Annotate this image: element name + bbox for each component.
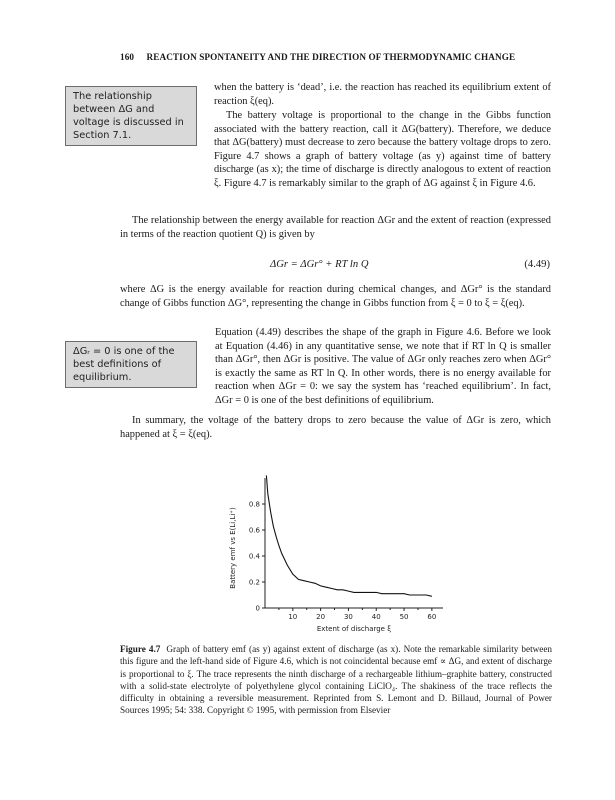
- paragraph-2-wrap: [120, 109, 551, 190]
- paragraph-6: In summary, the voltage of the battery drops to zero because the value of ΔGr is zero, which happened at ξ = ξ(eq).: [120, 415, 551, 440]
- paragraph-6-wrap: [120, 414, 551, 441]
- equation-body: ΔGr = ΔGr° + RT ln Q: [270, 259, 369, 270]
- x-tick-label: 50: [399, 613, 409, 621]
- margin-note-equilibrium: ΔGᵣ = 0 is one of the best definitions of equilibrium.: [65, 341, 197, 388]
- x-axis-label: Extent of discharge ξ: [316, 625, 392, 633]
- x-tick-group: [279, 608, 436, 621]
- y-tick-group: [249, 501, 265, 613]
- y-tick-label: 0: [255, 604, 260, 613]
- paragraph-2: The battery voltage is proportional to the change in the Gibbs function associated with the battery reaction, call it ΔG(battery). Therefore, we deduce that ΔG(battery) must decrease to zero because the battery voltage drops to zero. Figure 4.7 shows a graph of battery voltage (as y) against time of battery discharge (as x); the time of discharge is directly analogous to extent of reaction ξ. Figure 4.7 is remarkably similar to the graph of ΔG against ξ in Figure 4.6.: [214, 110, 551, 189]
- caption-label: Figure 4.7: [120, 644, 161, 654]
- x-tick-label: 30: [343, 613, 353, 621]
- chapter-title: REACTION SPONTANEITY AND THE DIRECTION OF THERMODYNAMIC CHANGE: [146, 52, 516, 62]
- equation-number: (4.49): [524, 259, 550, 270]
- margin-note-voltage: The relationship between ΔG and voltage is discussed in Section 7.1.: [65, 86, 197, 146]
- paragraph-1: when the battery is ‘dead’, i.e. the reaction has reached its equilibrium extent of reaction ξ(eq).: [214, 82, 551, 107]
- paragraph-4: where ΔG is the energy available for reaction during chemical changes, and ΔGr° is the standard change of Gibbs function ΔG°, representing the change in Gibbs function from ξ = 0 to ξ = ξ(eq).: [120, 284, 551, 309]
- paragraph-3: The relationship between the energy available for reaction ΔGr and the extent of reaction (expressed in terms of the reaction quotient Q) is given by: [120, 215, 551, 240]
- figure-caption: [120, 643, 552, 717]
- paragraph-3-wrap: [120, 214, 551, 241]
- y-axis-label: Battery emf vs E(Li,Li⁺): [229, 507, 237, 589]
- caption-text: Graph of battery emf (as y) against extent of discharge (as x). Note the remarkable similarity between this figure and the left-hand side of Figure 4.6, which is not coincidental because emf ∝ ΔG, and extent of discharge is proportional to ξ. The trace represents the ninth discharge of a rechargeable lithium–graphite battery, constructed with a solid-state electrolyte of polyethylene glycol containing LiClO₄. The shakiness of the trace reflects the difficulty in obtaining a reversible measurement. Reprinted from S. Lemont and D. Billaud, Journal of Power Sources 1995; 54: 338. Copyright © 1995, with permission from Elsevier: [120, 644, 553, 716]
- y-tick-label: 0.2: [248, 578, 260, 587]
- x-tick-label: 20: [316, 613, 326, 621]
- x-tick-label: 10: [288, 613, 298, 621]
- page-number: 160: [120, 52, 135, 62]
- equation-4-49: [120, 259, 550, 273]
- paragraph-5: Equation (4.49) describes the shape of the graph in Figure 4.6. Before we look at Equation (4.46) in any quantitative sense, we note that if RT ln Q is smaller than ΔGr°, then ΔGr is positive. The value of ΔGr only reaches zero when ΔGr° is exactly the same as RT ln Q. In other words, there is no energy available for reaction when ΔGr = 0: we say the system has ‘reached equilibrium’. In fact, ΔGr = 0 is one of the best definitions of equilibrium.: [215, 327, 551, 406]
- x-tick-label: 40: [371, 613, 381, 621]
- y-tick-label: 0.6: [248, 526, 260, 535]
- figure-4-7-chart: [225, 468, 465, 633]
- emf-trace-line: [266, 475, 432, 596]
- x-tick-label: 60: [427, 613, 437, 621]
- running-header: [120, 52, 570, 62]
- y-tick-label: 0.8: [248, 500, 260, 509]
- y-tick-label: 0.4: [248, 552, 260, 561]
